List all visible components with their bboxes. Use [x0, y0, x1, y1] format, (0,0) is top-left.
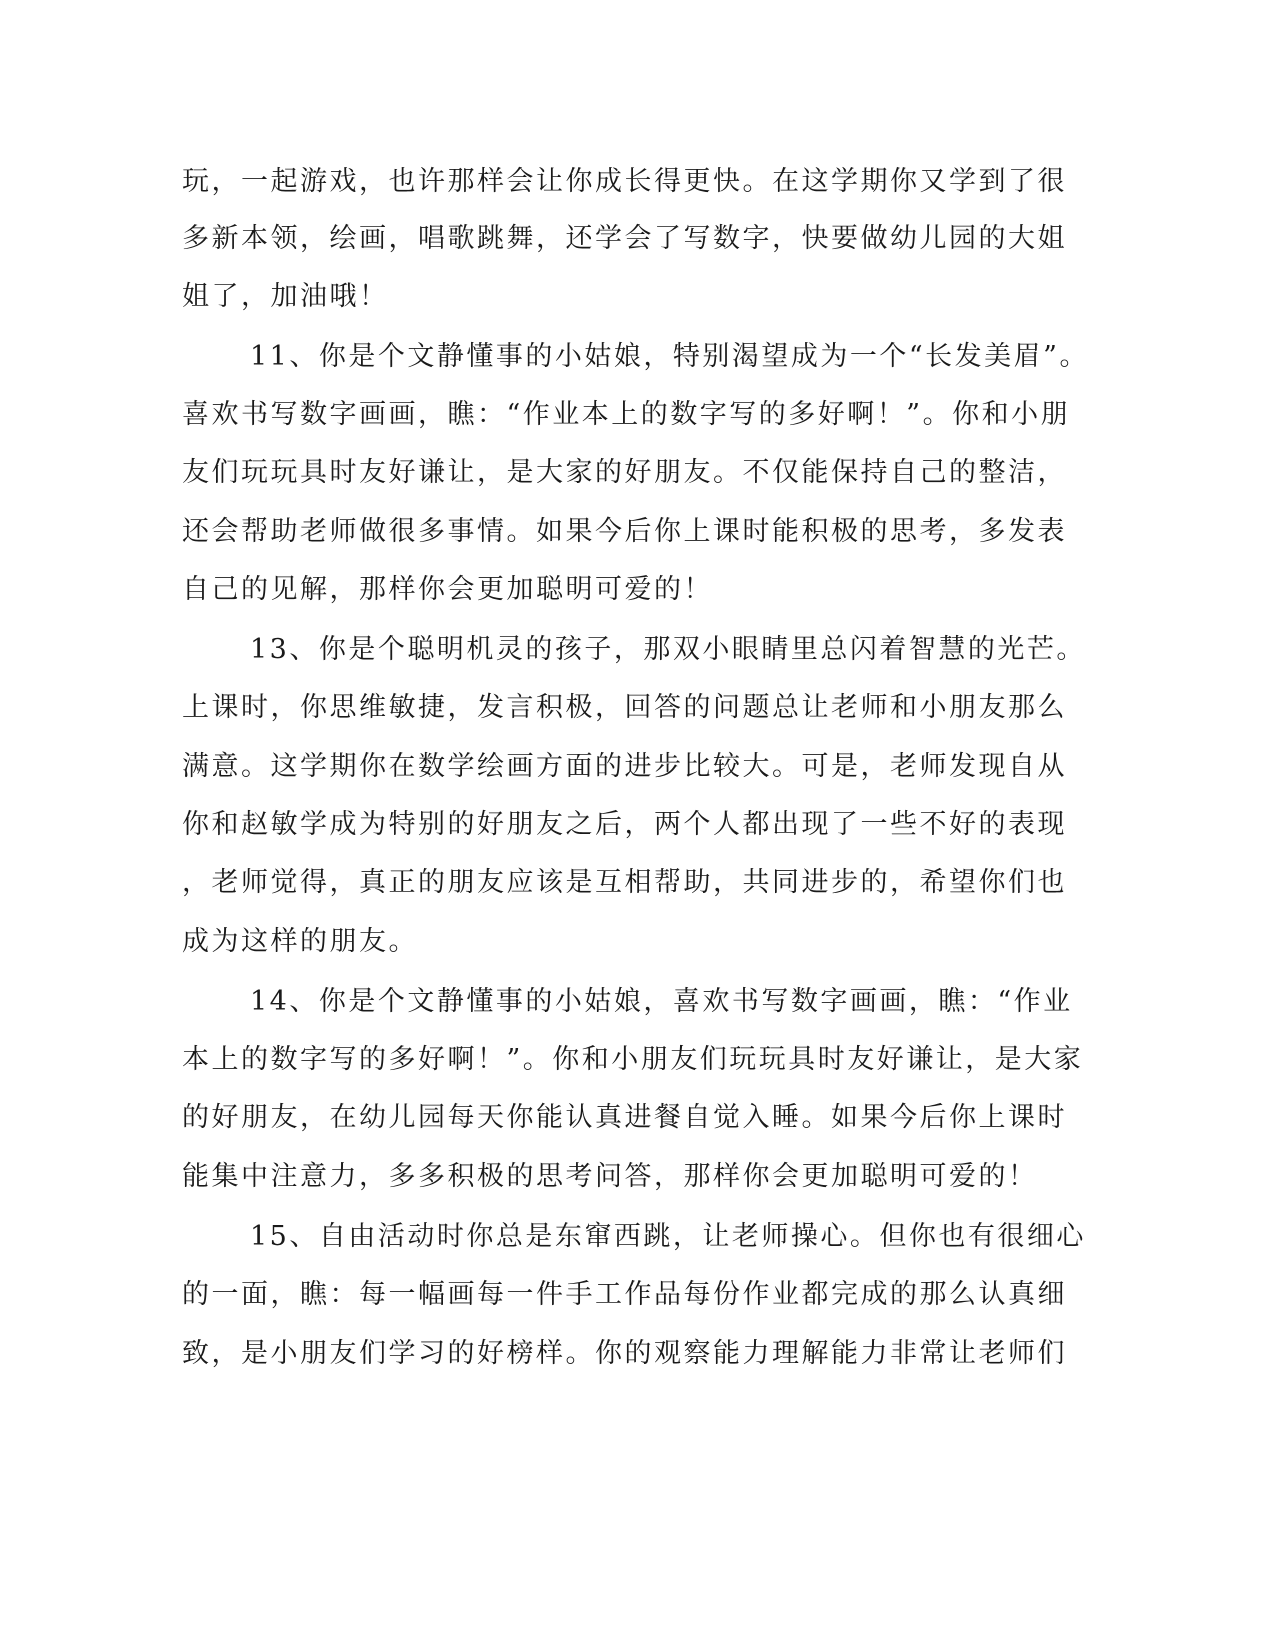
paragraph-1-line-3: 姐了，加油哦！ [182, 281, 389, 312]
paragraph-13-line-4: 你和赵敏学成为特别的好朋友之后，两个人都出现了一些不好的表现 [182, 809, 1067, 840]
paragraph-1-line-2: 多新本领，绘画，唱歌跳舞，还学会了写数字，快要做幼儿园的大姐 [182, 223, 1067, 254]
paragraph-11-line-5: 自己的见解，那样你会更加聪明可爱的！ [182, 574, 713, 605]
paragraph-13-line-1: 13、你是个聪明机灵的孩子，那双小眼睛里总闪着智慧的光芒。 [250, 634, 1086, 665]
paragraph-14-line-2: 本上的数字写的多好啊！”。你和小朋友们玩玩具时友好谦让，是大家 [182, 1044, 1084, 1075]
paragraph-15-line-2: 的一面，瞧：每一幅画每一件手工作品每份作业都完成的那么认真细 [182, 1279, 1067, 1310]
paragraph-13-line-2: 上课时，你思维敏捷，发言积极，回答的问题总让老师和小朋友那么 [182, 692, 1067, 723]
paragraph-11-line-1: 11、你是个文静懂事的小姑娘，特别渴望成为一个“长发美眉”。 [250, 341, 1089, 372]
paragraph-13-line-6: 成为这样的朋友。 [182, 926, 418, 957]
paragraph-14-line-3: 的好朋友，在幼儿园每天你能认真进餐自觉入睡。如果今后你上课时 [182, 1102, 1067, 1133]
paragraph-14-line-1: 14、你是个文静懂事的小姑娘，喜欢书写数字画画，瞧：“作业 [250, 986, 1073, 1017]
paragraph-13-line-3: 满意。这学期你在数学绘画方面的进步比较大。可是，老师发现自从 [182, 751, 1067, 782]
paragraph-14-line-4: 能集中注意力，多多积极的思考问答，那样你会更加聪明可爱的！ [182, 1161, 1038, 1192]
paragraph-1-line-1: 玩，一起游戏，也许那样会让你成长得更快。在这学期你又学到了很 [182, 166, 1067, 197]
paragraph-15-line-1: 15、自由活动时你总是东窜西跳，让老师操心。但你也有很细心 [250, 1221, 1086, 1252]
paragraph-11-line-2: 喜欢书写数字画画，瞧：“作业本上的数字写的多好啊！”。你和小朋 [182, 399, 1071, 430]
paragraph-15-line-3: 致，是小朋友们学习的好榜样。你的观察能力理解能力非常让老师们 [182, 1338, 1067, 1369]
paragraph-11-line-3: 友们玩玩具时友好谦让，是大家的好朋友。不仅能保持自己的整洁， [182, 457, 1067, 488]
paragraph-11-line-4: 还会帮助老师做很多事情。如果今后你上课时能积极的思考，多发表 [182, 516, 1067, 547]
paragraph-13-line-5: ，老师觉得，真正的朋友应该是互相帮助，共同进步的，希望你们也 [182, 867, 1067, 898]
